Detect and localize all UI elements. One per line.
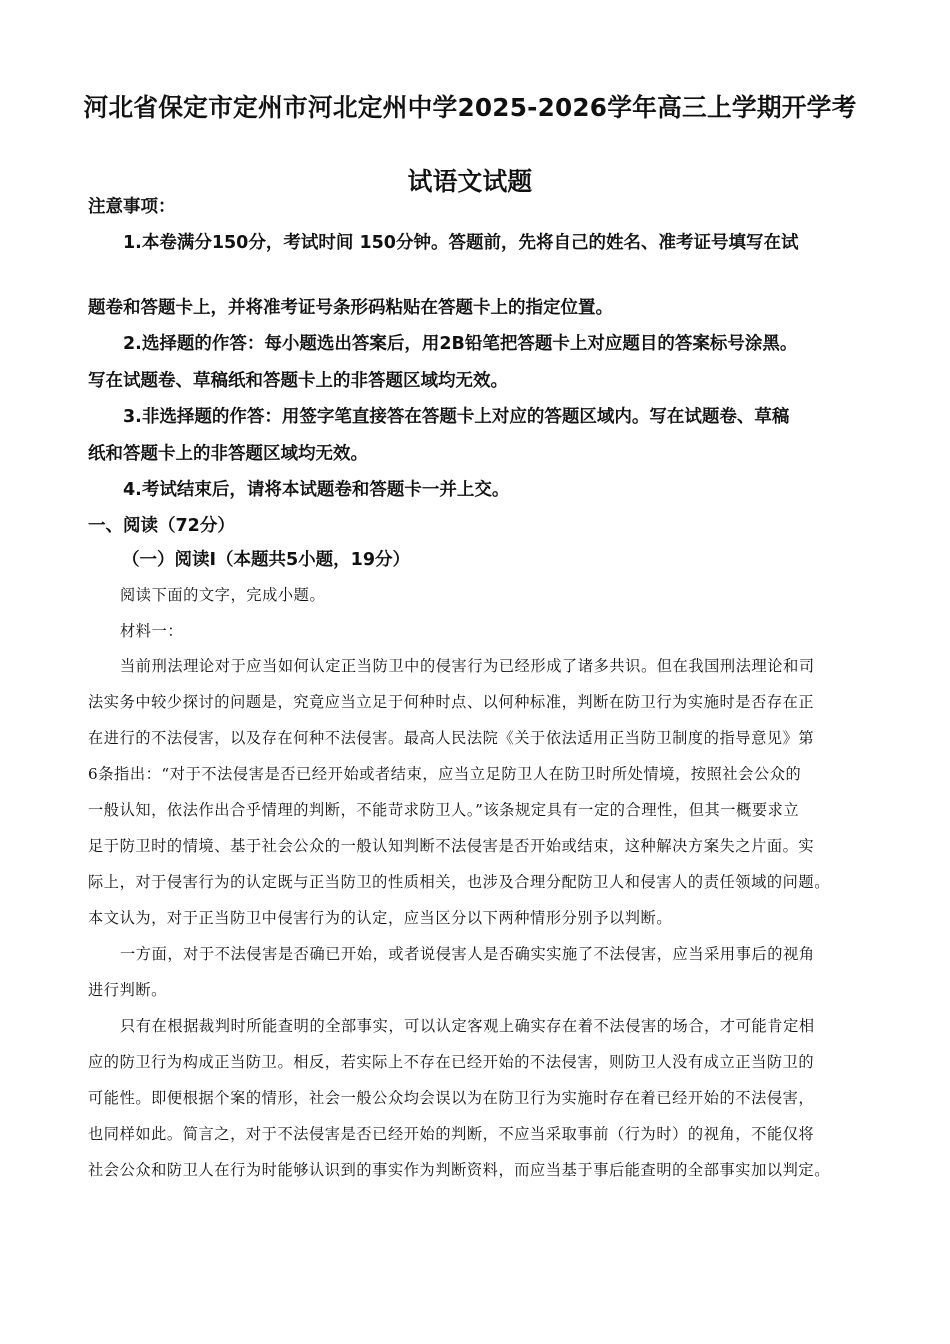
passage-line: 应的防卫行为构成正当防卫。相反，若实际上不存在已经开始的不法侵害，则防卫人没有成立正当防卫的 xyxy=(88,1053,815,1071)
passage-line: 一般认知，依法作出合乎情理的判断，不能苛求防卫人。”该条规定具有一定的合理性，但其一概要求立 xyxy=(88,801,800,819)
passage-line: 可能性。即便根据个案的情形，社会一般公众均会误以为在防卫行为实施时存在着已经开始的不法侵害， xyxy=(88,1089,815,1107)
passage-line: 当前刑法理论对于应当如何认定正当防卫中的侵害行为已经形成了诸多共识。但在我国刑法理论和司 xyxy=(120,657,815,675)
reading-instruction: 阅读下面的文字，完成小题。 xyxy=(120,586,326,604)
passage-line: 法实务中较少探讨的问题是，究竟应当立足于何种时点、以何种标准，判断在防卫行为实施时是否存在正 xyxy=(88,693,815,711)
passage-line: 进行判断。 xyxy=(88,981,167,999)
material-label: 材料一： xyxy=(120,622,184,640)
passage-line: 在进行的不法侵害，以及存在何种不法侵害。最高人民法院《关于依法适用正当防卫制度的指导意见》第 xyxy=(88,729,815,747)
notice-line: 纸和答题卡上的非答题区域均无效。 xyxy=(88,444,368,464)
passage-line: 本文认为，对于正当防卫中侵害行为的认定，应当区分以下两种情形分别予以判断。 xyxy=(88,909,673,927)
passage-line: 一方面，对于不法侵害是否确已开始，或者说侵害人是否确实实施了不法侵害，应当采用事后的视角 xyxy=(120,945,815,963)
passage-line: 也同样如此。简言之，对于不法侵害是否已经开始的判断，不应当采取事前（行为时）的视角，不能仅将 xyxy=(88,1125,815,1143)
passage-line: 际上，对于侵害行为的认定既与正当防卫的性质相关，也涉及合理分配防卫人和侵害人的责任领域的问题。 xyxy=(88,873,831,891)
notice-line: 1.本卷满分150分，考试时间 150分钟。答题前，先将自己的姓名、准考证号填写在试 xyxy=(123,233,799,253)
passage-line: 只有在根据裁判时所能查明的全部事实，可以认定客观上确实存在着不法侵害的场合，才可能肯定相 xyxy=(120,1017,815,1035)
passage-line: 6条指出：“对于不法侵害是否已经开始或者结束，应当立足防卫人在防卫时所处情境，按照社会公众的 xyxy=(88,765,802,783)
notice-heading: 注意事项： xyxy=(88,197,176,217)
section-subheading: （一）阅读Ⅰ（本题共5小题，19分） xyxy=(122,550,411,570)
notice-line: 题卷和答题卡上，并将准考证号条形码粘贴在答题卡上的指定位置。 xyxy=(88,298,613,318)
document-title-line-1: 河北省保定市定州市河北定州中学2025-2026学年高三上学期开学考 xyxy=(83,93,857,122)
document-title-line-2: 试语文试题 xyxy=(407,167,533,196)
passage-line: 足于防卫时的情境、基于社会公众的一般认知判断不法侵害是否开始或结束，这种解决方案失之片面。实 xyxy=(88,837,815,855)
passage-line: 社会公众和防卫人在行为时能够认识到的事实作为判断资料，而应当基于事后能查明的全部事实加以判定。 xyxy=(88,1161,831,1179)
notice-line: 写在试题卷、草稿纸和答题卡上的非答题区域均无效。 xyxy=(88,371,508,391)
notice-line: 2.选择题的作答：每小题选出答案后，用2B铅笔把答题卡上对应题目的答案标号涂黑。 xyxy=(123,334,798,354)
notice-line: 3.非选择题的作答：用签字笔直接答在答题卡上对应的答题区域内。写在试题卷、草稿 xyxy=(123,407,790,427)
section-heading: 一、阅读（72分） xyxy=(88,516,235,536)
notice-line: 4.考试结束后，请将本试题卷和答题卡一并上交。 xyxy=(123,480,510,500)
